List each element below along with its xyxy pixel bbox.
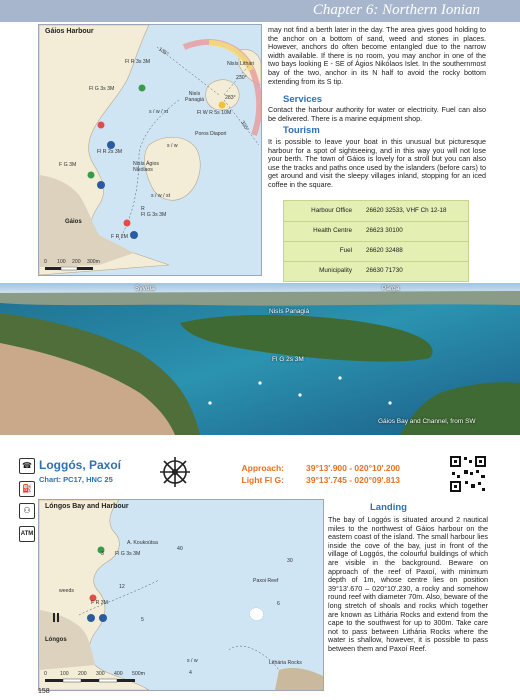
gaios-scale-100: 100 [57,259,66,265]
loggos-map-title: Lóngos Bay and Harbour [45,503,129,510]
gaios-label-f-g-3m: F G 3M [59,162,77,168]
contact-label: Fuel [339,247,352,254]
loggos-scale-500m: 500m [132,671,145,677]
gaios-intro-text: may not find a berth later in the day. The area gives good holding to the anchor on a bottom of sand, weed and stones in places. However, anchors do often become entangled due to the narrow width available. If there is no room, you may anchor in one of the two bays looking E - SE of Ágios Nikólaos Islet. In the southernmost bay of the two, anchor in its N half to avoid the rocky bottom extending from its S tip. [268,25,486,86]
water-icon: ⚇ [19,503,35,519]
loggos-scale-0: 0 [44,671,47,677]
ships-wheel-icon [158,455,192,489]
loggos-scale-100: 100 [60,671,69,677]
loggos-scale-400: 400 [114,671,123,677]
gaios-bearing-135: 135° [157,46,170,58]
gaios-label-nisis-panagia: Nisís Panagiá [185,91,205,103]
contact-label: Health Centre [313,227,352,234]
services-heading: Services [283,94,323,105]
loggos-label-longos: Lóngos [45,637,67,643]
light-value: 39°13'.745 - 020°09'.813 [306,475,401,485]
loggos-label-sw: s / w [187,658,198,664]
gaios-label-nisis-agios: Nisís Ágios Nikólaos [133,161,159,173]
atm-icon: ATM [19,526,35,542]
loggos-label-f-r-3m: F R 3M [91,600,109,606]
chapter-banner [0,0,520,22]
gaios-label-fl-wr-5s: Fl W R 5s 10M [197,110,232,116]
contacts-table [283,200,469,282]
landing-text: The bay of Loggós is situated around 2 nautical miles to the northwest of Gáios harbour on the eastern coast of the island. The small harbour lies inside the cove of the bay, just in front of the village of Loggós, the colourful buildings of which are visible in the background. Beware on approach of the reef of Paxoí, with minimum depth of 1m, whose centre lies on position 39°13'.670 – 020°10'.230, a rocky and somehow round reef with diameter 70m. Also, beware of the long stretch of shoals and rocks which together are known as Lithária Rocks and extend from the cape to the southwest for up to 300m. Take care not to pass between Lithária Rocks where the water is shallow, however, it is possible to pass between them and Paxoí Reef. [328,515,488,653]
loggos-depth-3: 3 [101,551,104,557]
gaios-bearing-230: 230° [236,75,247,81]
gaios-label-nisis-lithari: Nisís Lithári [227,61,255,67]
gaios-harbour-map [38,24,262,276]
aerial-photo-graphic [0,283,520,435]
aerial-photo [0,283,520,435]
loggos-depth-30: 30 [287,558,293,564]
contact-row-harbour [284,201,468,222]
contact-value: 26623 30100 [366,227,403,234]
gaios-bearing-325: 325° [239,119,250,133]
gaios-label-f-r-2m: F R 2M [111,234,129,240]
gaios-scale-0: 0 [44,259,47,265]
photo-label-nisis-panagia: Nisís Panagiá [269,308,310,315]
page-number: 158 [38,688,50,695]
loggos-depth-6: 6 [277,601,280,607]
approach-label: Approach: [241,463,284,473]
tourism-text: It is possible to leave your boat in this unusual but picturesque harbour for a spot of sightseeing, and in this way you will not lose your berth. The town of Gáios is lovely for a stroll but you can also use the tracks and paths once used by the islanders (before cars) to get around and visit the sleepy villages inland, stopping for an iced coffee in the square. [268,137,486,189]
approach-value: 39°13'.900 - 020°10'.200 [306,463,401,473]
tourism-heading: Tourism [283,125,320,136]
photo-label-parga: Párga [382,285,400,292]
chapter-title: Chapter 6: Northern Ionian [312,2,480,18]
gaios-scale-200: 200 [72,259,81,265]
loggos-scale-300: 300 [96,671,105,677]
loggos-label-koukoutsa: A. Koukoútsa [127,540,158,546]
photo-label-syvota: Sývota [135,285,155,292]
gaios-label-swst2: s / w / st [151,193,171,199]
gaios-label-fl-r-3s: Fl R 3s 3M [125,59,151,65]
gaios-label-fl-r-2s: Fl R 2s 3M [97,149,123,155]
gaios-bearing-283: 283° [225,95,236,101]
contact-row-fuel [284,241,468,262]
loggos-map [38,499,324,691]
photo-label-fl-g-2s: Fl G 2s 3M [272,356,304,363]
contact-label: Harbour Office [311,207,352,214]
gaios-label-gaios: Gáios [65,219,82,225]
gaios-label-sw: s / w [167,143,178,149]
fuel-icon: ⛽ [19,481,35,497]
contact-label: Municipality [319,267,352,274]
contact-value: 26620 32488 [366,247,403,254]
loggos-label-paxoi-reef: Paxoi Reef [253,578,279,584]
contact-row-municipality [284,261,468,281]
loggos-depth-4: 4 [189,670,192,676]
gaios-label-fl-g-3s: Fl G 3s 3M [89,86,115,92]
contact-value: 26630 71730 [366,267,403,274]
gaios-label-poros-diapori: Poros Diapori [195,131,227,137]
loggos-depth-40: 40 [177,546,183,552]
qr-code-icon[interactable] [448,454,488,494]
gaios-label-r-fl-g-3s: R Fl G 3s 3M [141,206,167,218]
contact-row-health [284,221,468,242]
loggos-chart-ref: Chart: PC17, HNC 25 [39,475,113,484]
gaios-label-swst: s / w / st [149,109,169,115]
loggos-label-litharia: Lithária Rocks [269,660,302,666]
phone-icon: ☎ [19,458,35,474]
landing-heading: Landing [370,502,407,513]
loggos-label-weeds: weeds [59,588,74,594]
loggos-title: Loggós, Paxoí [39,458,122,472]
services-text: Contact the harbour authority for water or electricity. Fuel can also be delivered. There is a marine equipment shop. [268,105,486,123]
gaios-scale-300m: 300m [87,259,100,265]
loggos-depth-12: 12 [119,584,125,590]
loggos-label-fl-g-3s: Fl G 3s 3M [115,551,141,557]
gaios-map-title: Gáios Harbour [45,28,94,35]
photo-caption: Gáios Bay and Channel, from SW [378,418,476,425]
contact-value: 26620 32533, VHF Ch 12-18 [366,207,447,214]
loggos-scale-200: 200 [78,671,87,677]
light-label: Light Fl G: [241,475,284,485]
loggos-depth-5: 5 [141,617,144,623]
